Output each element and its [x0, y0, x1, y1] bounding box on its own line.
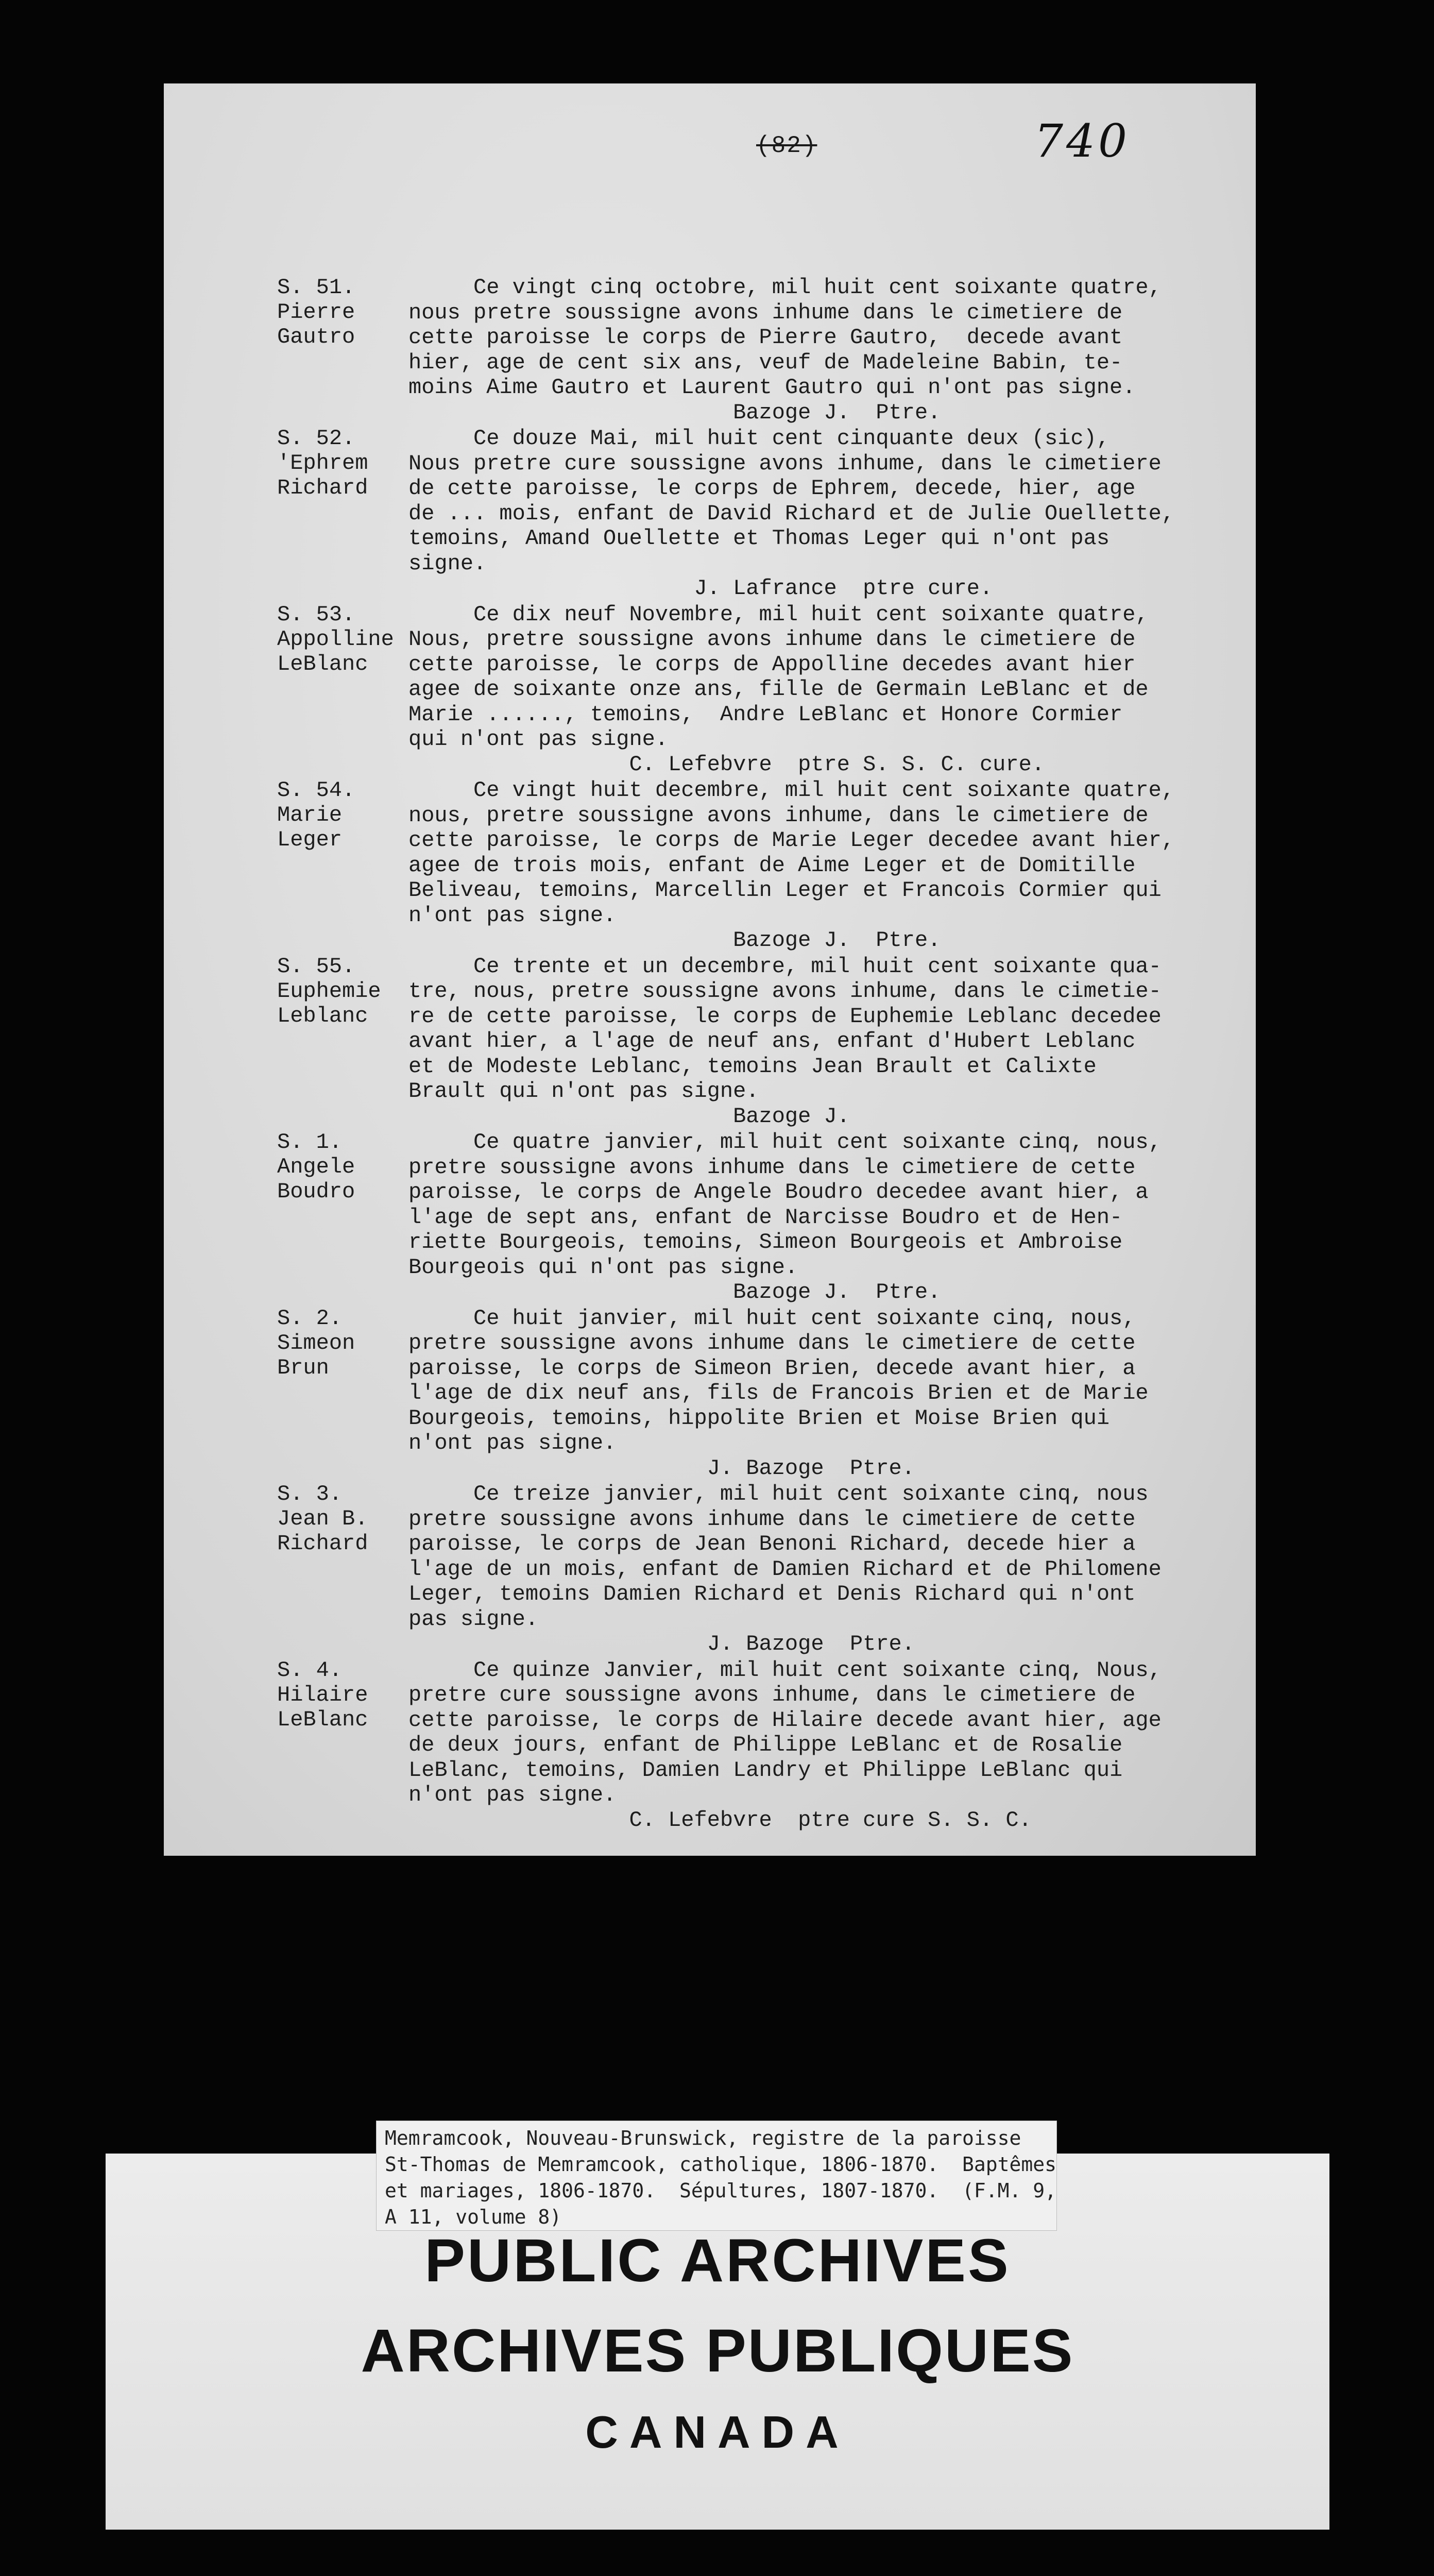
- entry-signature: C. Lefebvre ptre cure S. S. C.: [408, 1807, 1032, 1833]
- page-number: 740: [1034, 114, 1130, 167]
- burial-entry: [164, 426, 1256, 601]
- archive-source-label: Memramcook, Nouveau-Brunswick, registre de la paroisse St-Thomas de Memramcook, catholique, 1806-1870. Baptêmes et mariages, 1806-1870. Sépultures, 1807-1870. (F.M. 9, A 11, volume 8): [376, 2121, 1057, 2231]
- entry-margin-note: S. 54. Marie Leger: [277, 778, 355, 852]
- burial-entry: [164, 1482, 1256, 1657]
- entry-signature: J. Bazoge Ptre.: [408, 1455, 915, 1481]
- entry-text: Ce trente et un decembre, mil huit cent soixante qua- tre, nous, pretre soussigne avons inhume, dans le cimetie- re de cette paroisse, le corps de Euphemie Leblanc decedee avant hier, a l'age de neuf ans, enfant d'Hubert Leblanc et de Modeste Leblanc, temoins Jean Brault et Calixte Brault qui n'ont pas signe.: [408, 954, 1162, 1104]
- entry-margin-note: S. 52. 'Ephrem Richard: [277, 426, 368, 500]
- entry-margin-note: S. 2. Simeon Brun: [277, 1306, 355, 1380]
- entry-signature: Bazoge J.: [408, 1104, 850, 1129]
- old-page-number: (82): [756, 132, 817, 159]
- entry-text: Ce quinze Janvier, mil huit cent soixante cinq, Nous, pretre cure soussigne avons inhume, dans le cimetiere de cette paroisse, le corps de Hilaire decede avant hier, age de deux jours, enfant de Philippe LeBlanc et de Rosalie LeBlanc, temoins, Damien Landry et Philippe LeBlanc qui n'ont pas signe.: [408, 1657, 1162, 1807]
- entry-margin-note: S. 53. Appolline LeBlanc: [277, 602, 394, 676]
- burial-entry: [164, 275, 1256, 425]
- entry-margin-note: S. 55. Euphemie Leblanc: [277, 954, 381, 1028]
- entry-margin-note: S. 51. Pierre Gautro: [277, 275, 355, 349]
- archive-title-english: PUBLIC ARCHIVES: [424, 2227, 1011, 2295]
- entry-margin-note: S. 4. Hilaire LeBlanc: [277, 1657, 368, 1732]
- burial-entry: [164, 602, 1256, 777]
- burial-entries: [164, 275, 1256, 1834]
- entry-margin-note: S. 3. Jean B. Richard: [277, 1482, 368, 1556]
- entry-signature: C. Lefebvre ptre S. S. C. cure.: [408, 752, 1045, 777]
- burial-entry: [164, 1130, 1256, 1305]
- entry-text: Ce dix neuf Novembre, mil huit cent soixante quatre, Nous, pretre soussigne avons inhume dans le cimetiere de cette paroisse, le corps de Appolline decedes avant hier agee de soixante onze ans, fille de Germain LeBlanc et de Marie ......, temoins, Andre LeBlanc et Honore Cormier qui n'ont pas signe.: [408, 602, 1149, 752]
- burial-entry: [164, 778, 1256, 953]
- entry-signature: J. Bazoge Ptre.: [408, 1632, 915, 1656]
- archive-country: CANADA: [585, 2406, 850, 2458]
- entry-signature: Bazoge J. Ptre.: [408, 928, 941, 953]
- entry-text: Ce vingt cinq octobre, mil huit cent soixante quatre, nous pretre soussigne avons inhume dans le cimetiere de cette paroisse le corps de Pierre Gautro, decede avant hier, age de cent six ans, veuf de Madeleine Babin, te- moins Aime Gautro et Laurent Gautro qui n'ont pas signe.: [408, 275, 1162, 400]
- register-page: [164, 83, 1256, 1856]
- burial-entry: [164, 954, 1256, 1129]
- burial-entry: [164, 1306, 1256, 1481]
- entry-text: Ce huit janvier, mil huit cent soixante cinq, nous, pretre soussigne avons inhume dans le cimetiere de cette paroisse, le corps de Simeon Brien, decede avant hier, a l'age de dix neuf ans, fils de Francois Brien et de Marie Bourgeois, temoins, hippolite Brien et Moise Brien qui n'ont pas signe.: [408, 1306, 1149, 1455]
- burial-entry: [164, 1658, 1256, 1833]
- entry-signature: Bazoge J. Ptre.: [408, 400, 941, 425]
- entry-text: Ce treize janvier, mil huit cent soixante cinq, nous pretre soussigne avons inhume dans le cimetiere de cette paroisse, le corps de Jean Benoni Richard, decede hier a l'age de un mois, enfant de Damien Richard et de Philomene Leger, temoins Damien Richard et Denis Richard qui n'ont pas signe.: [408, 1482, 1162, 1632]
- entry-text: Ce quatre janvier, mil huit cent soixante cinq, nous, pretre soussigne avons inhume dans le cimetiere de cette paroisse, le corps de Angele Boudro decedee avant hier, a l'age de sept ans, enfant de Narcisse Boudro et de Hen- riette Bourgeois, temoins, Simeon Bourgeois et Ambroise Bourgeois qui n'ont pas signe.: [408, 1130, 1162, 1280]
- entry-margin-note: S. 1. Angele Boudro: [277, 1130, 355, 1204]
- archive-title-french: ARCHIVES PUBLIQUES: [361, 2317, 1074, 2385]
- entry-signature: Bazoge J. Ptre.: [408, 1280, 941, 1304]
- entry-signature: J. Lafrance ptre cure.: [408, 576, 993, 601]
- entry-text: Ce vingt huit decembre, mil huit cent soixante quatre, nous, pretre soussigne avons inhume, dans le cimetiere de cette paroisse, le corps de Marie Leger decedee avant hier, agee de trois mois, enfant de Aime Leger et de Domitille Beliveau, temoins, Marcellin Leger et Francois Cormier qui n'ont pas signe.: [408, 778, 1175, 928]
- entry-text: Ce douze Mai, mil huit cent cinquante deux (sic), Nous pretre cure soussigne avons inhume, dans le cimetiere de cette paroisse, le corps de Ephrem, decede, hier, age de ... mois, enfant de David Richard et de Julie Ouellette, temoins, Amand Ouellette et Thomas Leger qui n'ont pas signe.: [408, 426, 1175, 576]
